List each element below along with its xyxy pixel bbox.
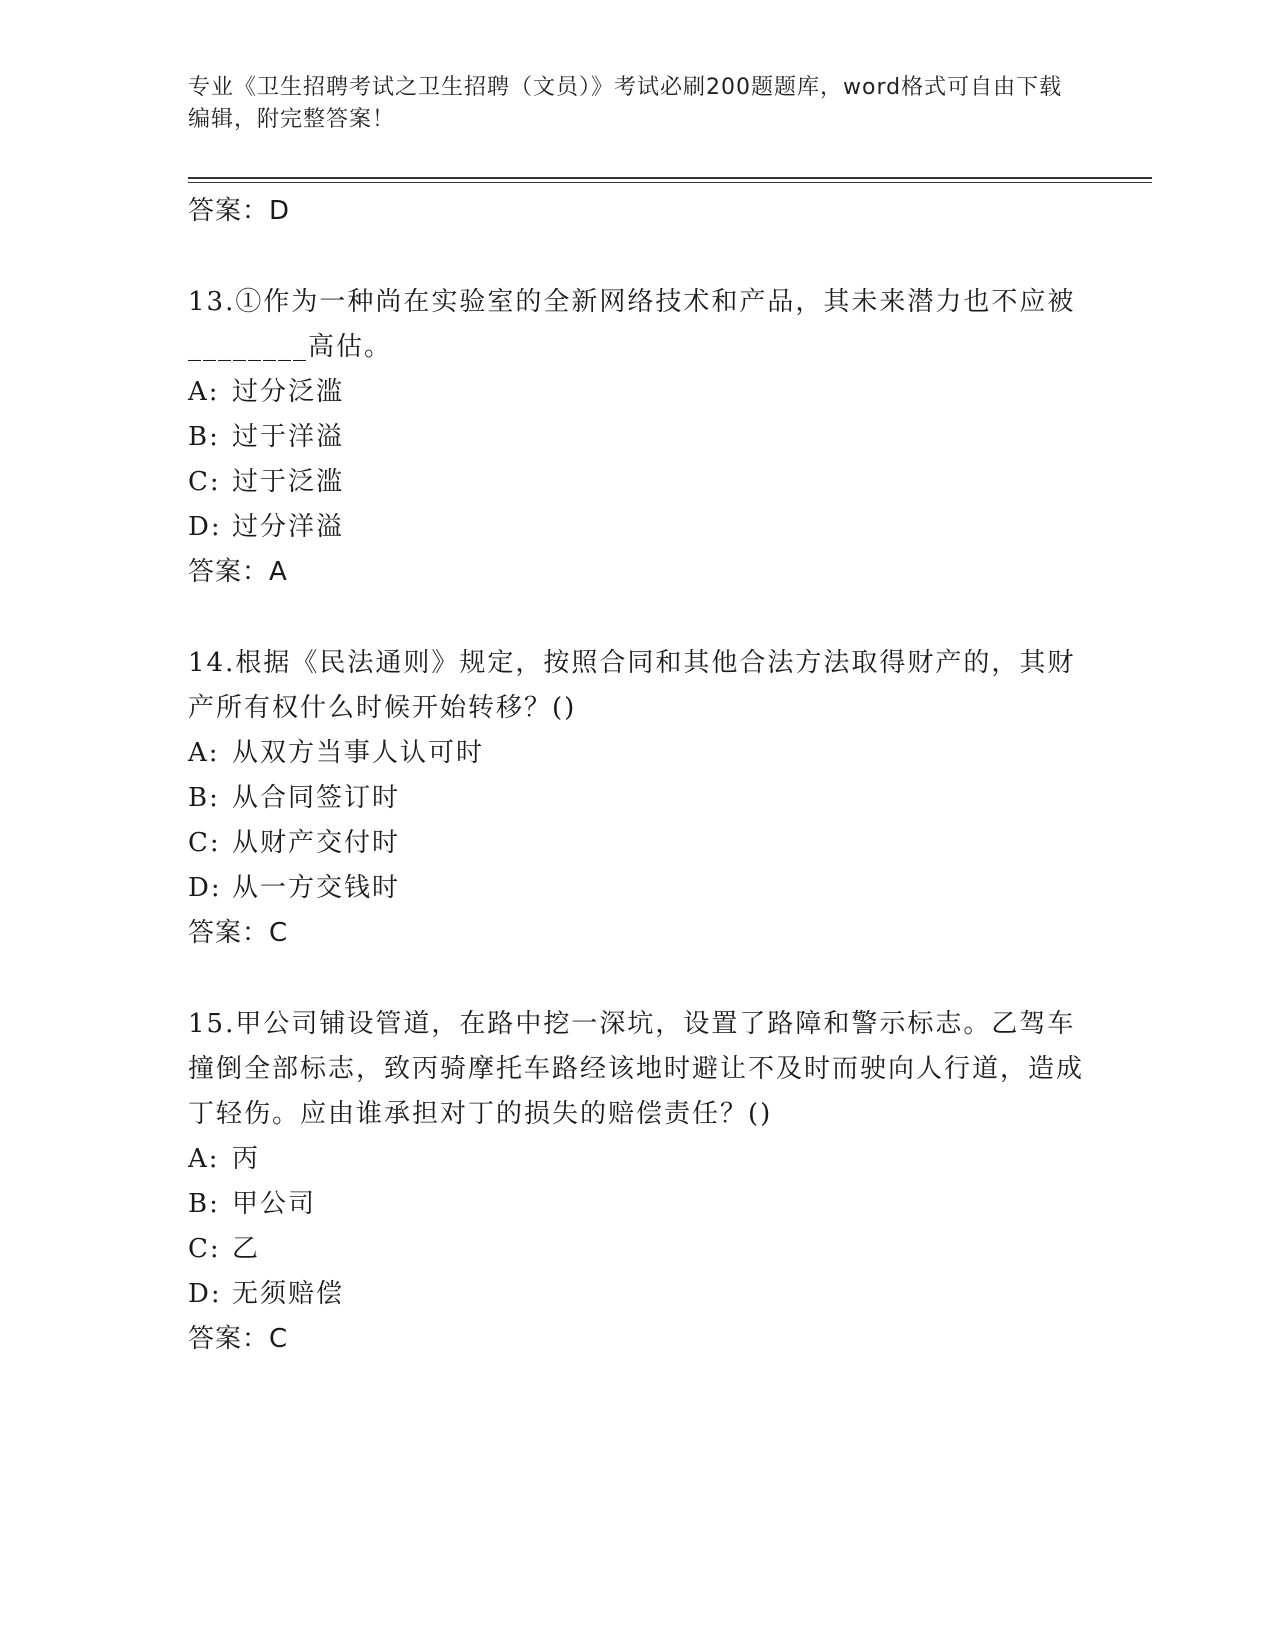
option-b [188,415,1088,460]
option-key: C: [188,1234,221,1264]
option-d [188,1272,1088,1317]
option-text: 过分泛滥 [232,377,345,407]
option-text: 从一方交钱时 [232,873,401,903]
option-key: D: [188,873,222,903]
answer-line: 答案：C [188,1324,289,1354]
header-divider-thin [188,182,1152,183]
question-text: 14.根据《民法通则》规定，按照合同和其他合法方法取得财产的，其财产所有权什么时候开始转移？() [188,648,1076,723]
option-key: A: [188,1144,220,1174]
option-key: C: [188,828,221,858]
option-key: B: [188,783,220,813]
option-key: A: [188,377,220,407]
header-note: 专业《卫生招聘考试之卫生招聘（文员）》考试必刷200题题库，word格式可自由下载编辑，附完整答案！ [188,75,1063,132]
option-key: C: [188,467,221,497]
option-text: 从合同签订时 [232,783,401,813]
question-13 [188,280,1088,595]
answer-line: 答案：D [188,196,291,226]
question-15 [188,1002,1088,1362]
option-c [188,821,1088,866]
option-b [188,1182,1088,1227]
option-text: 从双方当事人认可时 [232,738,485,768]
question-text: 15.甲公司铺设管道，在路中挖一深坑，设置了路障和警示标志。乙驾车撞倒全部标志，致丙骑摩托车路经该地时避让不及时而驶向人行道，造成丁轻伤。应由谁承担对丁的损失的赔偿责任？() [188,1009,1085,1129]
question-14 [188,641,1088,956]
option-a [188,731,1088,776]
answer-line: 答案：A [188,557,288,587]
option-b [188,776,1088,821]
option-key: D: [188,1279,222,1309]
option-text: 过于洋溢 [232,422,345,452]
option-c [188,460,1088,505]
option-text: 无须赔偿 [232,1279,345,1309]
option-text: 从财产交付时 [232,828,401,858]
option-key: A: [188,738,220,768]
answer-line: 答案：C [188,918,289,948]
option-a [188,1137,1088,1182]
option-key: D: [188,512,222,542]
option-d [188,505,1088,550]
question-text: 13.①作为一种尚在实验室的全新网络技术和产品，其未来潜力也不应被________高估。 [188,287,1076,362]
option-text: 丙 [232,1144,261,1174]
option-key: B: [188,1189,220,1219]
option-d [188,866,1088,911]
option-key: B: [188,422,220,452]
question-list [188,189,1088,1362]
option-c [188,1227,1088,1272]
option-a [188,370,1088,415]
option-text: 过于泛滥 [232,467,345,497]
option-text: 乙 [232,1234,261,1264]
option-text: 过分洋溢 [232,512,345,542]
header-divider [188,177,1152,179]
option-text: 甲公司 [232,1189,317,1219]
